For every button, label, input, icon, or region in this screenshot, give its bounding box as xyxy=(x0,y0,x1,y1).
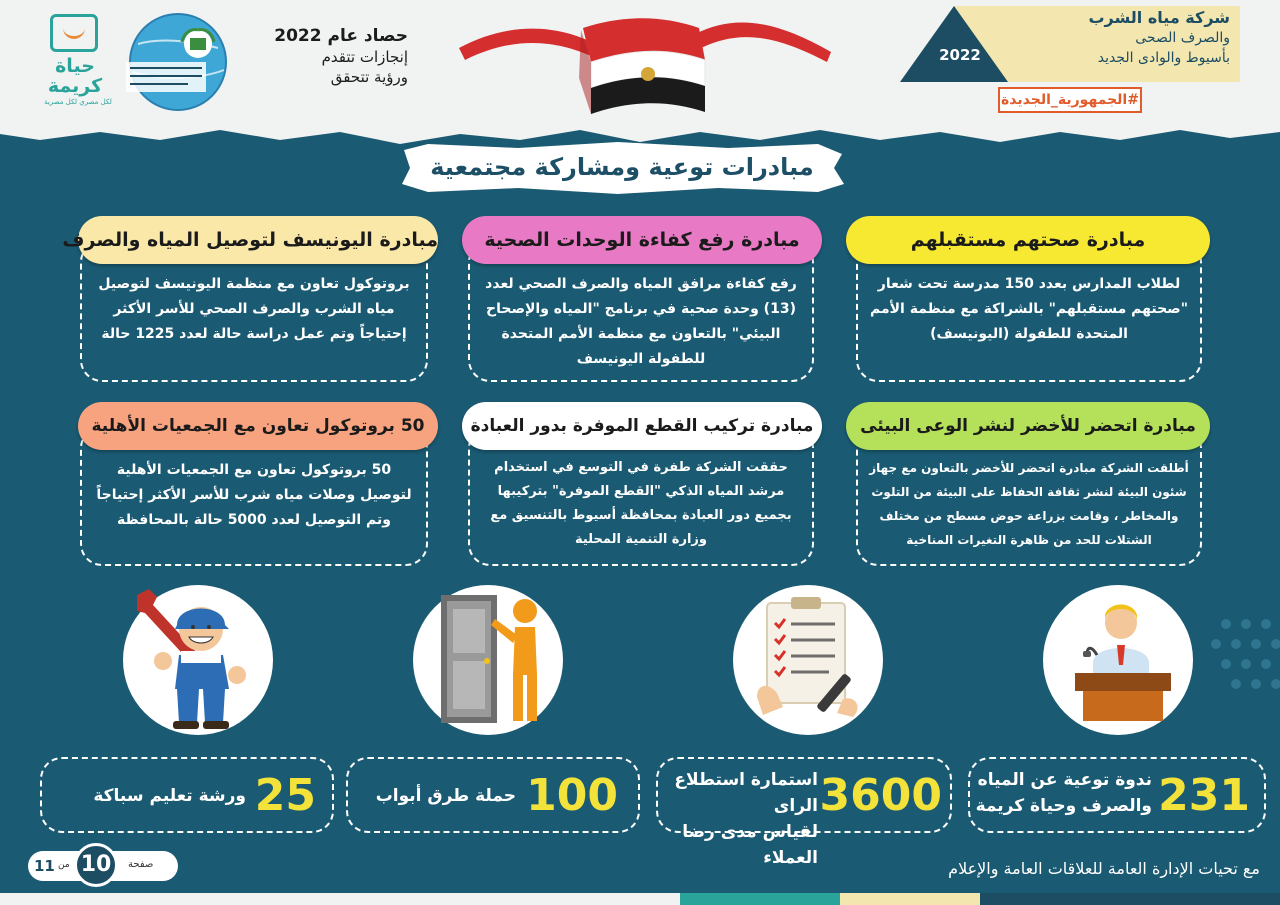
hashtag-badge: #الجمهورية_الجديدة xyxy=(998,87,1142,113)
company-name-line3: بأسيوط والوادى الجديد xyxy=(1097,50,1230,66)
section-title-banner xyxy=(398,140,846,196)
stat-value: 3600 xyxy=(819,770,942,821)
stat-value: 25 xyxy=(254,770,316,821)
stat-label-line1: ورشة تعليم سباكة xyxy=(93,786,246,806)
stat-value: 100 xyxy=(526,770,618,821)
speaker-at-podium-icon xyxy=(1043,585,1193,735)
harvest-line2: ورؤية تتحقق xyxy=(330,68,408,86)
year-label: 2022 xyxy=(939,46,981,64)
initiative-title-pill xyxy=(462,216,822,264)
knocking-door-icon xyxy=(413,585,563,735)
stat-label xyxy=(376,783,516,809)
hayah-logo-frame xyxy=(50,14,98,52)
initiative-title-pill xyxy=(62,216,438,264)
initiative-title-pill xyxy=(846,402,1210,450)
plumber-icon xyxy=(123,585,273,735)
stat-label-line1: ندوة توعية عن المياه xyxy=(977,770,1152,790)
initiative-title: مبادرة رفع كفاءة الوحدات الصحية xyxy=(484,229,800,251)
stat-value: 231 xyxy=(1158,770,1250,821)
stat-label-line1: حملة طرق أبواب xyxy=(375,786,516,806)
hayah-logo-smile xyxy=(63,27,85,39)
initiative-title: مبادرة اليونيسف لتوصيل المياه والصرف xyxy=(62,229,438,251)
checklist-icon xyxy=(733,585,883,735)
harvest-line1: إنجازات تتقدم xyxy=(321,48,408,66)
footer-color-strip xyxy=(0,893,1280,905)
initiative-title-pill xyxy=(462,402,822,450)
initiative-title-pill xyxy=(78,402,438,450)
stat-box-surveys xyxy=(656,757,952,868)
initiative-text: بروتوكول تعاون مع منظمة اليونيسف لتوصيل مياه الشرب والصرف الصحي للأسر الأكثر إحتياجاً وتم عمل دراسة حالة لعدد 1225 حالة xyxy=(98,276,410,342)
company-name-line1: شركة مياه الشرب xyxy=(1088,8,1230,27)
initiative-text: رفع كفاءة مرافق المياه والصرف الصحي لعدد (13) وحدة صحية في برنامج "المياه والإصحاح البيئي" بالتعاون مع منظمة الأمم المتحدة للطفولة اليونيسف xyxy=(485,276,797,367)
section-title: مبادرات توعية ومشاركة مجتمعية xyxy=(430,153,814,181)
harvest-title: حصاد عام 2022 xyxy=(274,26,408,46)
company-globe-logo xyxy=(118,10,236,114)
page-label: صفحة xyxy=(128,859,154,870)
stat-label-line2: لقياس مدى رضا العملاء xyxy=(682,822,818,868)
initiative-text: لطلاب المدارس بعدد 150 مدرسة تحت شعار "صحتهم مستقبلهم" بالشراكة مع منظمة الأمم المتحدة للطفولة (اليونيسف) xyxy=(869,276,1189,342)
initiative-title: 50 بروتوكول تعاون مع الجمعيات الأهلية xyxy=(91,416,425,436)
page-of-label: من xyxy=(58,860,70,870)
hayah-logo-word2: كريمة xyxy=(47,75,103,97)
company-name-line2: والصرف الصحى xyxy=(1135,30,1230,46)
stat-label-line1: استمارة استطلاع الراى xyxy=(674,770,818,816)
page-indicator xyxy=(28,851,178,881)
hayah-logo-tagline: لكل مصري لكل مصرية xyxy=(44,98,112,106)
initiative-text: أطلقت الشركة مبادرة اتحضر للأخضر بالتعاون مع جهاز شئون البيئة لنشر ثقافة الحفاظ على البيئة من التلوث والمخاطر ، وقامت بزراعة حوض مسطح من مختلف الشتلات للحد من ظاهرة التغيرات المناخية xyxy=(869,461,1189,547)
stat-label xyxy=(93,783,246,809)
initiative-title: مبادرة اتحضر للأخضر لنشر الوعى البيئى xyxy=(860,416,1196,436)
egypt-flag-ribbon xyxy=(455,8,835,116)
company-name xyxy=(970,8,1230,68)
initiative-title: مبادرة صحتهم مستقبلهم xyxy=(910,229,1146,251)
page-current: 10 xyxy=(74,843,118,887)
stat-box-plumbing-workshops xyxy=(40,757,334,833)
decorative-dots xyxy=(1190,600,1280,710)
footer-credit: مع تحيات الإدارة العامة للعلاقات العامة والإعلام xyxy=(948,859,1260,878)
hayah-logo-word1: حياة xyxy=(55,55,95,77)
initiative-title: مبادرة تركيب القطع الموفرة بدور العبادة xyxy=(470,416,814,436)
hayah-karima-logo xyxy=(40,14,116,108)
initiative-title-pill xyxy=(846,216,1210,264)
stat-box-seminars xyxy=(968,757,1266,833)
initiative-text: 50 بروتوكول تعاون مع الجمعيات الأهلية لتوصيل وصلات مياه شرب للأسر الأكثر إحتياجاً وتم التوصيل لعدد 5000 حالة بالمحافظة xyxy=(96,462,412,528)
initiative-text: حققت الشركة طفرة في التوسع في استخدام مرشد المياه الذكي "القطع الموفرة" بتركيبها بجميع دور العبادة بمحافظة أسيوط بالتنسيق مع وزارة التنمية المحلية xyxy=(490,460,792,547)
stat-label xyxy=(976,767,1152,819)
harvest-block xyxy=(248,26,408,86)
stat-label-line2: والصرف وحياة كريمة xyxy=(975,796,1152,816)
stat-label xyxy=(658,767,818,871)
stat-box-door-campaigns xyxy=(346,757,640,833)
page-total: 11 xyxy=(34,857,55,875)
